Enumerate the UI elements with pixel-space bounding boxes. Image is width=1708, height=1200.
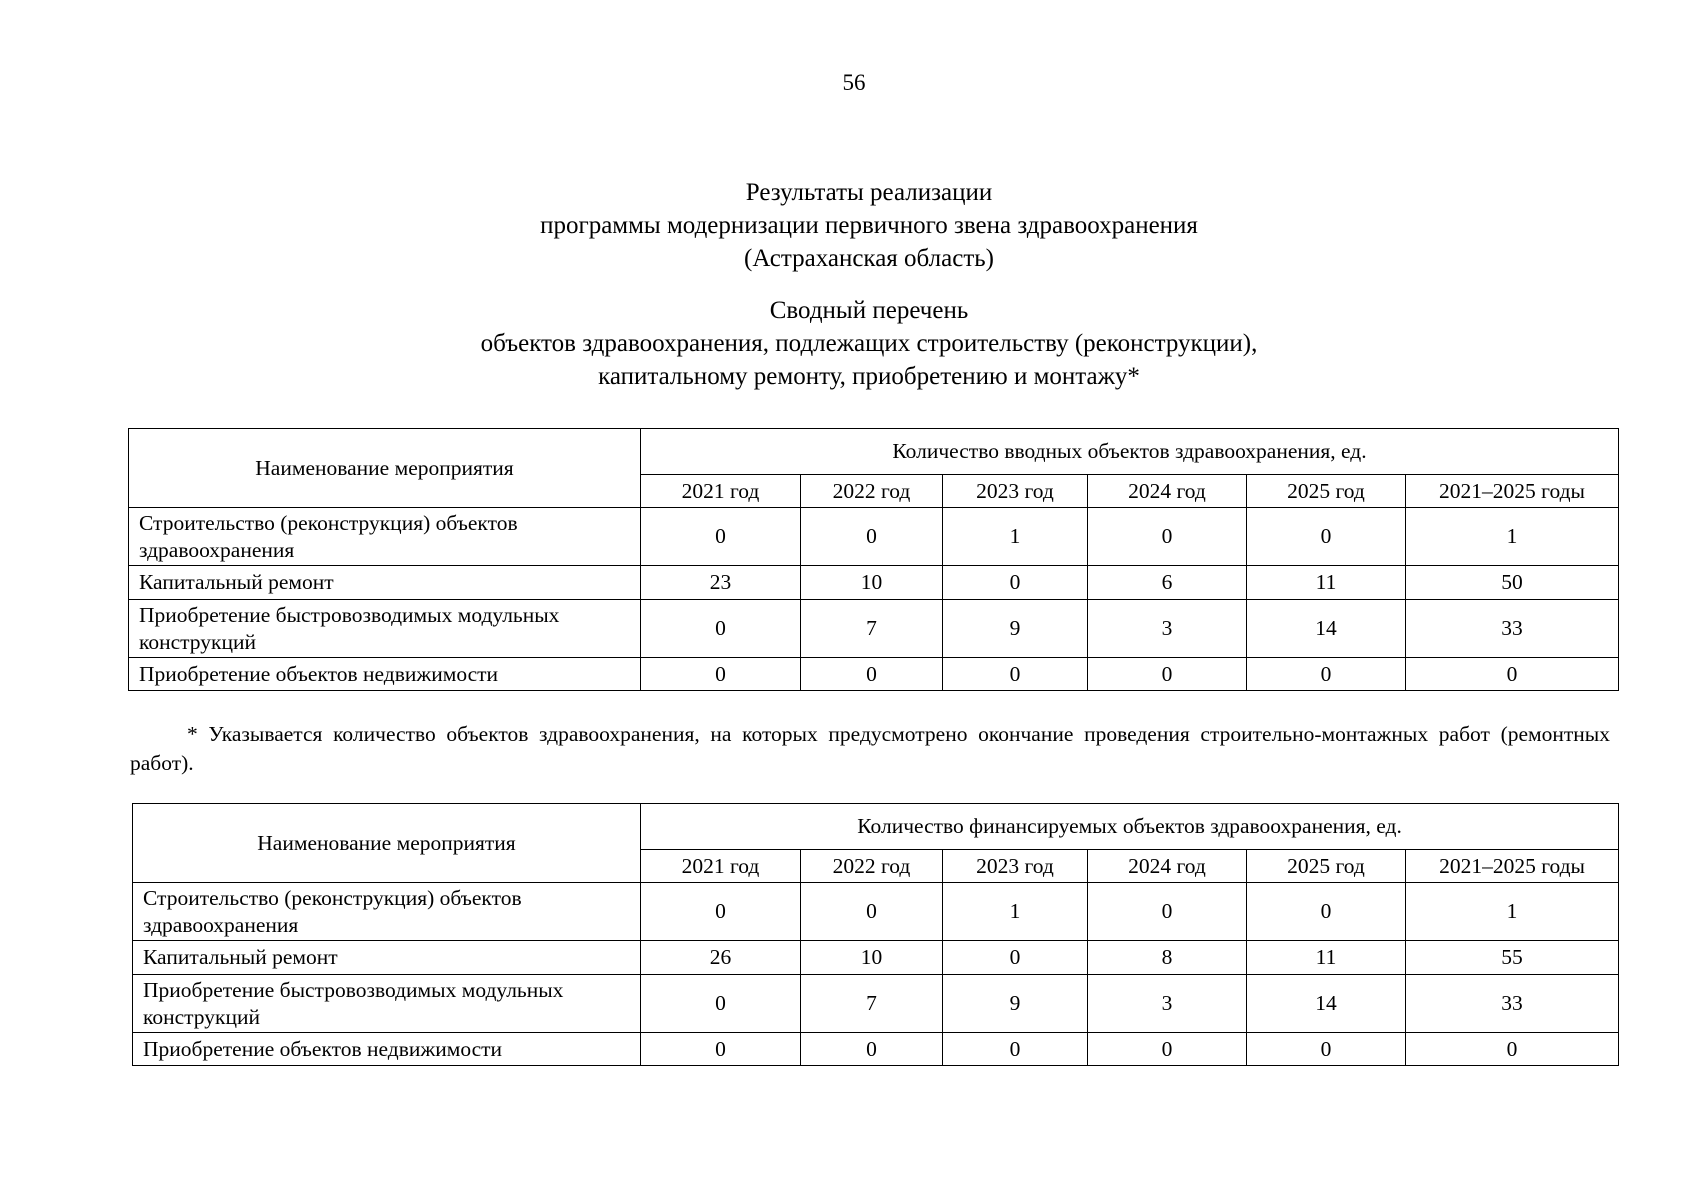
table-row — [129, 600, 1619, 658]
cell-value: 10 — [801, 566, 943, 600]
cell-value: 0 — [943, 566, 1088, 600]
cell-total: 1 — [1406, 508, 1619, 566]
cell-value: 7 — [801, 975, 943, 1033]
column-header-year: 2024 год — [1088, 850, 1247, 883]
cell-value: 0 — [801, 883, 943, 941]
title-line-2: программы модернизации первичного звена здравоохранения — [540, 212, 1198, 239]
cell-value: 7 — [801, 600, 943, 658]
cell-value: 3 — [1088, 600, 1247, 658]
column-group-header: Количество финансируемых объектов здравоохранения, ед. — [641, 804, 1619, 850]
cell-value: 0 — [641, 1033, 801, 1066]
cell-value: 0 — [1088, 1033, 1247, 1066]
column-group-header: Количество вводных объектов здравоохранения, ед. — [641, 429, 1619, 475]
table-row — [129, 508, 1619, 566]
column-header-total: 2021–2025 годы — [1406, 475, 1619, 508]
row-name: Приобретение быстровозводимых модульных конструкций — [129, 600, 641, 658]
column-header-name: Наименование мероприятия — [129, 429, 641, 508]
row-name: Строительство (реконструкция) объектов здравоохранения — [133, 883, 641, 941]
cell-value: 14 — [1247, 600, 1406, 658]
table-row — [133, 1033, 1619, 1066]
table-row — [133, 883, 1619, 941]
row-name: Приобретение объектов недвижимости — [133, 1033, 641, 1066]
cell-value: 11 — [1247, 941, 1406, 975]
cell-total: 33 — [1406, 975, 1619, 1033]
column-header-year: 2023 год — [943, 475, 1088, 508]
subtitle-line-3: капитальному ремонту, приобретению и монтажу* — [598, 363, 1140, 390]
subtitle-line-2: объектов здравоохранения, подлежащих строительству (реконструкции), — [480, 330, 1258, 357]
column-header-name: Наименование мероприятия — [133, 804, 641, 883]
row-name: Строительство (реконструкция) объектов здравоохранения — [129, 508, 641, 566]
cell-value: 14 — [1247, 975, 1406, 1033]
cell-value: 10 — [801, 941, 943, 975]
column-header-year: 2025 год — [1247, 850, 1406, 883]
cell-value: 3 — [1088, 975, 1247, 1033]
column-header-year: 2021 год — [641, 475, 801, 508]
row-name: Капитальный ремонт — [133, 941, 641, 975]
cell-total: 33 — [1406, 600, 1619, 658]
table-row — [133, 975, 1619, 1033]
row-name: Приобретение быстровозводимых модульных конструкций — [133, 975, 641, 1033]
cell-total: 0 — [1406, 658, 1619, 691]
column-header-year: 2023 год — [943, 850, 1088, 883]
cell-value: 23 — [641, 566, 801, 600]
cell-total: 1 — [1406, 883, 1619, 941]
row-name: Приобретение объектов недвижимости — [129, 658, 641, 691]
cell-value: 9 — [943, 975, 1088, 1033]
cell-value: 9 — [943, 600, 1088, 658]
cell-value: 0 — [801, 508, 943, 566]
cell-value: 1 — [943, 883, 1088, 941]
cell-value: 0 — [641, 600, 801, 658]
footnote: * Указывается количество объектов здравоохранения, на которых предусмотрено окончание проведения строительно-монтажных работ (ремонтных работ). — [130, 722, 1610, 775]
column-header-year: 2024 год — [1088, 475, 1247, 508]
cell-total: 50 — [1406, 566, 1619, 600]
cell-value: 1 — [943, 508, 1088, 566]
cell-value: 26 — [641, 941, 801, 975]
financed-objects-table — [132, 803, 1619, 1066]
page-number: 56 — [842, 70, 866, 95]
cell-value: 0 — [943, 941, 1088, 975]
cell-value: 11 — [1247, 566, 1406, 600]
cell-value: 0 — [641, 658, 801, 691]
title-line-3: (Астраханская область) — [744, 245, 994, 272]
cell-value: 0 — [641, 975, 801, 1033]
cell-value: 0 — [641, 508, 801, 566]
cell-value: 0 — [641, 883, 801, 941]
cell-value: 6 — [1088, 566, 1247, 600]
cell-value: 0 — [801, 1033, 943, 1066]
cell-value: 0 — [1088, 508, 1247, 566]
title-line-1: Результаты реализации — [745, 179, 993, 206]
table-row — [129, 566, 1619, 600]
table-row — [129, 658, 1619, 691]
cell-value: 0 — [1088, 883, 1247, 941]
cell-value: 8 — [1088, 941, 1247, 975]
cell-value: 0 — [1247, 658, 1406, 691]
document-title — [0, 176, 1708, 275]
cell-total: 55 — [1406, 941, 1619, 975]
column-header-year: 2025 год — [1247, 475, 1406, 508]
column-header-year: 2022 год — [801, 475, 943, 508]
cell-value: 0 — [1247, 1033, 1406, 1066]
cell-value: 0 — [1247, 883, 1406, 941]
cell-value: 0 — [1247, 508, 1406, 566]
cell-value: 0 — [801, 658, 943, 691]
cell-value: 0 — [1088, 658, 1247, 691]
row-name: Капитальный ремонт — [129, 566, 641, 600]
table-row — [133, 941, 1619, 975]
cell-value: 0 — [943, 658, 1088, 691]
column-header-year: 2022 год — [801, 850, 943, 883]
commissioned-objects-table — [128, 428, 1619, 691]
subtitle-line-1: Сводный перечень — [769, 297, 969, 324]
column-header-total: 2021–2025 годы — [1406, 850, 1619, 883]
cell-total: 0 — [1406, 1033, 1619, 1066]
cell-value: 0 — [943, 1033, 1088, 1066]
document-subtitle — [0, 294, 1708, 393]
column-header-year: 2021 год — [641, 850, 801, 883]
